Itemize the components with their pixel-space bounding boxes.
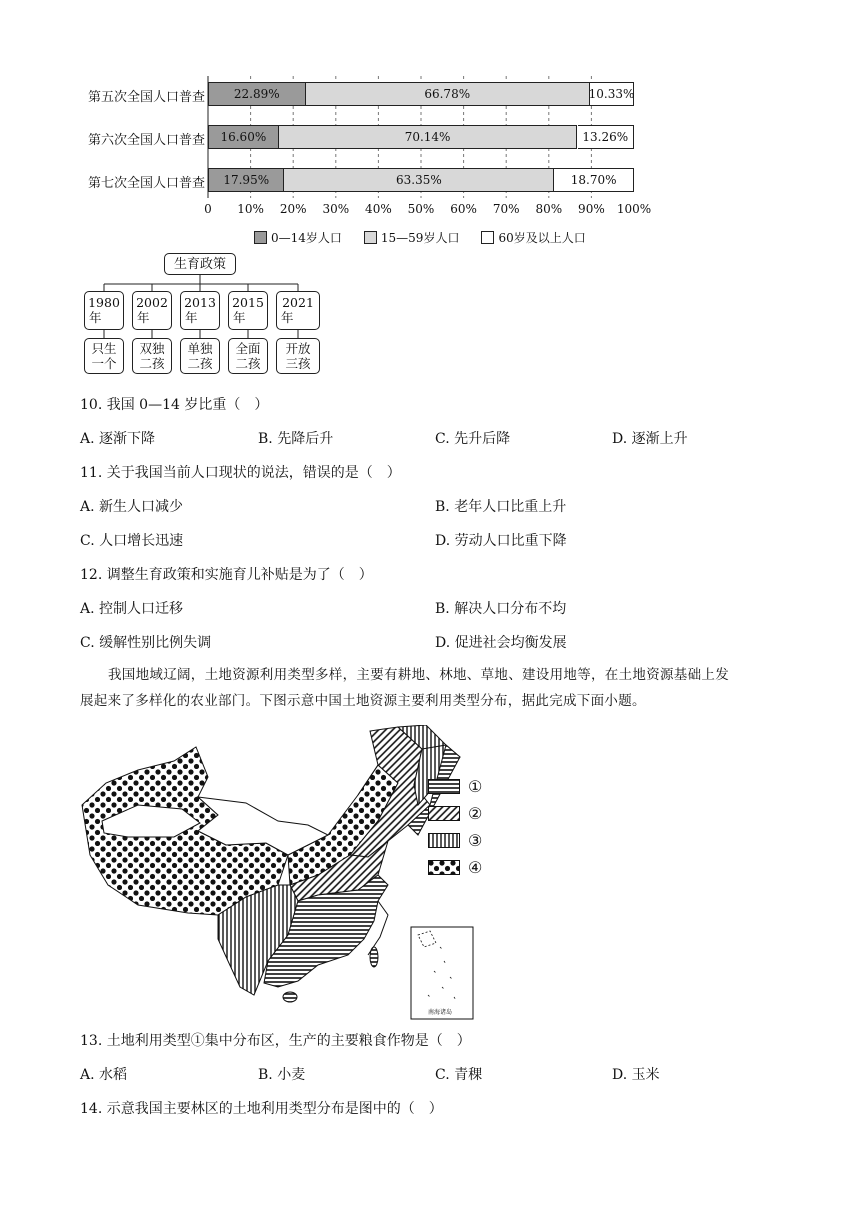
option-d[interactable]: D. 玉米 xyxy=(612,1067,660,1083)
policy-text: 二孩 xyxy=(187,356,213,371)
option-c[interactable]: C. 青稞 xyxy=(435,1067,483,1083)
legend-swatch-diagonal xyxy=(428,806,460,821)
policy-rule-1980 xyxy=(84,338,124,374)
question-stem: 10. 我国 0—14 岁比重（ ） xyxy=(80,397,269,413)
policy-rule-2002 xyxy=(132,338,172,374)
option-d[interactable]: D. 促进社会均衡发展 xyxy=(435,635,567,651)
data-label: 16.60% xyxy=(220,130,267,144)
option-d[interactable]: D. 劳动人口比重下降 xyxy=(435,533,567,549)
island-hainan xyxy=(283,992,297,1002)
legend-number: ① xyxy=(468,777,483,796)
policy-text: 二孩 xyxy=(139,356,165,371)
data-label: 13.26% xyxy=(582,130,629,144)
option-a[interactable]: A. 水稻 xyxy=(80,1067,128,1083)
bar-segment-60-plus xyxy=(590,82,634,106)
bar-segment-15-59 xyxy=(284,168,554,192)
map-legend-item-1 xyxy=(428,777,482,796)
year-unit: 年 xyxy=(185,310,198,325)
option-b[interactable]: B. 先降后升 xyxy=(258,431,334,447)
legend-swatch-dotted xyxy=(428,860,460,875)
policy-rule-2015 xyxy=(228,338,268,374)
policy-connectors xyxy=(0,250,868,380)
bar-segment-0-14 xyxy=(208,168,284,192)
bar-segment-15-59 xyxy=(306,82,590,106)
category-label: 第七次全国人口普查 xyxy=(88,176,206,191)
fertility-policy-tree xyxy=(0,250,868,380)
policy-year-2013 xyxy=(180,291,220,330)
bar-segment-0-14 xyxy=(208,125,279,149)
policy-rule-2021 xyxy=(276,338,320,374)
map-legend-item-3 xyxy=(428,831,482,850)
policy-text: 单独 xyxy=(187,341,213,356)
map-legend xyxy=(428,777,482,877)
legend-item-15-59 xyxy=(364,229,460,246)
policy-text: 双独 xyxy=(139,341,165,356)
year-unit: 年 xyxy=(233,310,246,325)
question-stem: 14. 示意我国主要林区的土地利用类型分布是图中的（ ） xyxy=(80,1101,443,1117)
x-tick-label: 30% xyxy=(322,202,350,216)
policy-rule-2013 xyxy=(180,338,220,374)
policy-text: 一个 xyxy=(91,356,117,371)
inset-label: 南海诸岛 xyxy=(428,1009,453,1016)
bar-row-7th-census xyxy=(0,168,868,192)
policy-text: 二孩 xyxy=(235,356,261,371)
year-text: 2021 xyxy=(282,295,314,310)
policy-text: 全面 xyxy=(235,341,261,356)
year-unit: 年 xyxy=(89,310,102,325)
policy-root: 生育政策 xyxy=(164,253,236,275)
inset-frame xyxy=(411,927,473,1019)
option-a[interactable]: A. 逐渐下降 xyxy=(80,431,156,447)
question-stem: 11. 关于我国当前人口现状的说法，错误的是（ ） xyxy=(80,465,401,481)
year-unit: 年 xyxy=(281,310,294,325)
x-tick-label: 80% xyxy=(535,202,563,216)
question-stem: 13. 土地利用类型①集中分布区，生产的主要粮食作物是（ ） xyxy=(80,1033,471,1049)
x-tick-label: 40% xyxy=(365,202,392,216)
legend-item-0-14 xyxy=(254,229,342,246)
legend-label: 0—14岁人口 xyxy=(271,231,342,245)
category-label: 第五次全国人口普查 xyxy=(88,90,206,105)
policy-text: 开放 xyxy=(285,341,311,356)
legend-swatch xyxy=(254,231,267,244)
x-tick-label: 20% xyxy=(279,202,307,216)
x-tick-label: 60% xyxy=(450,202,477,216)
bar-row-5th-census xyxy=(0,82,868,106)
x-tick-label: 70% xyxy=(492,202,520,216)
data-label: 17.95% xyxy=(223,173,270,187)
data-label: 22.89% xyxy=(233,87,280,101)
china-land-use-map xyxy=(78,725,498,1025)
option-a[interactable]: A. 控制人口迁移 xyxy=(80,601,184,617)
option-b[interactable]: B. 老年人口比重上升 xyxy=(435,499,567,515)
bar-row-6th-census xyxy=(0,125,868,149)
option-c[interactable]: C. 人口增长迅速 xyxy=(80,533,184,549)
map-legend-item-2 xyxy=(428,804,482,823)
data-label: 66.78% xyxy=(424,87,471,101)
x-tick-label: 10% xyxy=(237,202,264,216)
category-label: 第六次全国人口普查 xyxy=(88,133,206,148)
year-text: 1980 xyxy=(88,295,120,310)
option-c[interactable]: C. 先升后降 xyxy=(435,431,511,447)
data-label: 63.35% xyxy=(396,173,442,187)
option-c[interactable]: C. 缓解性别比例失调 xyxy=(80,635,212,651)
bar-segment-60-plus xyxy=(578,125,634,149)
x-tick-label: 100% xyxy=(616,202,652,216)
option-d[interactable]: D. 逐渐上升 xyxy=(612,431,688,447)
option-a[interactable]: A. 新生人口减少 xyxy=(80,499,184,515)
passage-line-2: 展起来了多样化的农业部门。下图示意中国土地资源主要利用类型分布，据此完成下面小题。 xyxy=(80,693,646,709)
map-legend-item-4 xyxy=(428,858,482,877)
policy-year-2015 xyxy=(228,291,268,330)
x-tick-label: 90% xyxy=(578,202,605,216)
policy-year-2021 xyxy=(276,291,320,330)
data-label: 10.33% xyxy=(588,87,635,101)
legend-swatch-horizontal xyxy=(428,779,460,794)
chart-legend xyxy=(254,229,586,246)
legend-swatch-vertical xyxy=(428,833,460,848)
legend-label: 15—59岁人口 xyxy=(380,231,460,245)
bar-segment-60-plus xyxy=(554,168,634,192)
option-b[interactable]: B. 解决人口分布不均 xyxy=(435,601,567,617)
x-tick-label: 50% xyxy=(407,202,435,216)
bar-segment-15-59 xyxy=(279,125,578,149)
year-text: 2015 xyxy=(232,295,264,310)
question-stem: 12. 调整生育政策和实施育儿补贴是为了（ ） xyxy=(80,567,373,583)
reading-passage xyxy=(80,662,800,714)
bar-segment-0-14 xyxy=(208,82,306,106)
legend-item-60-plus xyxy=(481,229,585,246)
data-label: 70.14% xyxy=(404,130,451,144)
year-text: 2013 xyxy=(184,295,216,310)
legend-number: ④ xyxy=(468,858,483,877)
legend-number: ② xyxy=(468,804,483,823)
population-census-chart xyxy=(0,0,868,250)
x-axis-ticks xyxy=(204,202,652,218)
option-b[interactable]: B. 小麦 xyxy=(258,1067,306,1083)
legend-number: ③ xyxy=(468,831,483,850)
passage-line-1: 我国地域辽阔，土地资源利用类型多样，主要有耕地、林地、草地、建设用地等，在土地资源基础上发 xyxy=(108,667,729,683)
legend-swatch xyxy=(364,231,377,244)
year-text: 2002 xyxy=(136,295,168,310)
year-unit: 年 xyxy=(137,310,150,325)
policy-text: 三孩 xyxy=(285,356,311,371)
policy-year-2002 xyxy=(132,291,172,330)
x-tick-label: 0 xyxy=(204,202,212,216)
policy-text: 只生 xyxy=(91,341,117,356)
legend-label: 60岁及以上人口 xyxy=(498,231,586,245)
policy-year-1980 xyxy=(84,291,124,330)
data-label: 18.70% xyxy=(570,173,617,187)
legend-swatch xyxy=(481,231,494,244)
